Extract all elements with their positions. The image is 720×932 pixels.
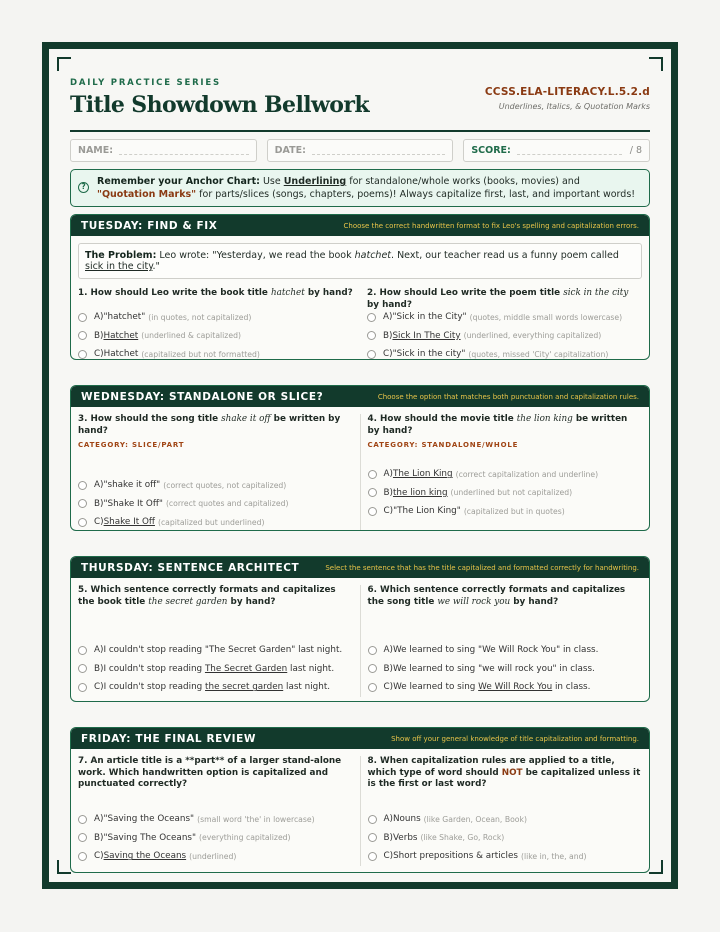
question-text <box>368 414 643 437</box>
option-title: the secret garden <box>205 682 284 693</box>
question-text <box>368 756 643 810</box>
option-text: "Sick in the City" <box>392 312 467 323</box>
option-letter: C) <box>383 851 394 862</box>
option-letter: C) <box>94 851 104 862</box>
option-text: We learned to sing <box>393 682 476 693</box>
radio-button[interactable] <box>368 488 377 497</box>
radio-button[interactable] <box>78 646 87 655</box>
option-c[interactable] <box>78 513 353 531</box>
section-instruction: Show off your general knowledge of title capitalization and formatting. <box>391 734 639 743</box>
option-text: "Sick in the city" <box>392 349 466 360</box>
option-c[interactable] <box>368 502 643 521</box>
section-title: THURSDAY: SENTENCE ARCHITECT <box>81 561 300 574</box>
score-label: SCORE: <box>471 145 511 156</box>
problem-text: ." <box>152 261 160 272</box>
option-note: (like Garden, Ocean, Book) <box>423 814 527 824</box>
option-letter: B) <box>383 487 393 498</box>
radio-button[interactable] <box>78 518 87 527</box>
radio-button[interactable] <box>367 331 376 340</box>
category-label: CATEGORY: STANDALONE/WHOLE <box>367 441 519 449</box>
q-title: sick in the city <box>563 288 629 298</box>
radio-button[interactable] <box>78 350 87 359</box>
question-4 <box>360 414 650 531</box>
option-note: (correct quotes, not capitalized) <box>163 480 287 490</box>
date-line <box>312 146 445 155</box>
question-6 <box>360 585 650 697</box>
question-text <box>78 585 353 641</box>
anchor-text: for standalone/whole works (books, movies) and <box>346 176 580 187</box>
option-text: We learned to sing <box>392 663 476 674</box>
problem-text: . Next, our teacher read us a funny poem called <box>391 250 619 261</box>
corner-mark <box>649 860 663 874</box>
option-text: last night. <box>298 645 343 656</box>
option-note: (capitalized but in quotes) <box>463 506 565 516</box>
option-title: We Will Rock You <box>478 682 553 693</box>
option-text: "Saving the Oceans" <box>103 814 195 825</box>
option-letter: B) <box>383 663 393 674</box>
option-note: (capitalized but underlined) <box>157 517 265 527</box>
radio-button[interactable] <box>78 683 87 692</box>
worksheet-frame <box>42 42 678 889</box>
option-text: last night. <box>286 682 331 693</box>
option-b[interactable] <box>368 484 643 503</box>
q-post: by hand? <box>510 596 559 607</box>
option-note: (like Shake, Go, Rock) <box>420 833 505 843</box>
option-text: in class. <box>562 645 599 656</box>
radio-button[interactable] <box>78 481 87 490</box>
option-text: Saving the Oceans <box>103 851 187 862</box>
option-text: in class. <box>554 682 591 693</box>
radio-button[interactable] <box>368 470 377 479</box>
option-letter: B) <box>94 832 104 843</box>
option-letter: C) <box>383 506 394 517</box>
q-pre: 8. When capitalization rules are applied to a title, which type of word should <box>367 756 615 778</box>
standard-subtitle: Underlines, Italics, & Quotation Marks <box>498 102 650 111</box>
option-c[interactable] <box>78 345 353 360</box>
option-c[interactable] <box>367 345 642 360</box>
radio-button[interactable] <box>368 852 377 861</box>
q-title: the lion king <box>516 414 573 424</box>
option-text: Shake It Off <box>103 517 155 528</box>
q-post: by hand? <box>367 299 412 310</box>
student-fields <box>70 139 650 162</box>
q-post: be written by hand? <box>367 414 628 436</box>
option-letter: A) <box>94 645 104 656</box>
question-text <box>368 585 643 641</box>
section-friday <box>70 727 650 873</box>
anchor-lead: Remember your Anchor Chart: <box>97 176 260 187</box>
q-pre: 4. How should the movie title <box>367 414 517 424</box>
option-note: (correct capitalization and underline) <box>455 469 599 479</box>
question-5 <box>71 585 360 697</box>
q-pre: 2. How should Leo write the poem title <box>367 288 564 298</box>
problem-text: Leo wrote: "Yesterday, we read the book <box>156 250 355 261</box>
radio-button[interactable] <box>78 331 87 340</box>
section-thursday <box>70 556 650 702</box>
option-text: The Lion King <box>392 469 453 480</box>
q-title: the secret garden <box>148 596 228 607</box>
option-text: "Saving The Oceans" <box>103 832 197 843</box>
option-text: Hatchet <box>103 330 139 341</box>
option-letter: B) <box>94 330 104 341</box>
option-text: We learned to sing <box>392 645 476 656</box>
option-letter: A) <box>383 312 393 323</box>
option-letter: A) <box>94 814 104 825</box>
name-field[interactable] <box>70 139 257 162</box>
option-c[interactable] <box>368 678 643 697</box>
radio-button[interactable] <box>78 664 87 673</box>
option-a[interactable] <box>78 308 353 327</box>
option-letter: C) <box>383 682 394 693</box>
section-header <box>71 557 649 578</box>
q-pre: 1. How should Leo write the book title <box>78 288 271 298</box>
anchor-text: Use <box>259 176 284 187</box>
date-field[interactable] <box>267 139 454 162</box>
option-letter: A) <box>383 469 393 480</box>
corner-mark <box>57 860 71 874</box>
question-text: 7. An article title is a **part** of a larger stand-alone work. Which handwritten option is capitalized and punctuated correctly? <box>78 756 342 789</box>
option-letter: A) <box>94 312 104 323</box>
option-letter: B) <box>94 498 104 509</box>
option-b[interactable] <box>78 495 353 514</box>
question-3 <box>71 414 360 531</box>
q-post: by hand? <box>304 288 353 298</box>
q-title: shake it off <box>221 414 271 424</box>
option-text: in class. <box>559 663 595 674</box>
option-text: "The Lion King" <box>393 506 461 517</box>
anchor-underlining: Underlining <box>283 176 347 187</box>
question-text <box>78 414 353 437</box>
option-letter: A) <box>94 480 104 491</box>
radio-button[interactable] <box>367 350 376 359</box>
section-title: TUESDAY: FIND & FIX <box>81 219 218 232</box>
option-text: Short prepositions & articles <box>393 851 518 862</box>
option-b[interactable] <box>78 327 353 346</box>
radio-button[interactable] <box>368 683 377 692</box>
radio-button[interactable] <box>368 664 377 673</box>
radio-button[interactable] <box>78 499 87 508</box>
option-a[interactable] <box>368 810 643 829</box>
q-pre: 3. How should the song title <box>78 414 222 424</box>
radio-button[interactable] <box>368 646 377 655</box>
section-header <box>71 215 649 236</box>
option-letter: C) <box>94 682 104 693</box>
option-a[interactable] <box>78 641 353 660</box>
score-total: / 8 <box>629 145 643 156</box>
name-label: NAME: <box>78 145 114 156</box>
option-note: (underlined) <box>189 851 237 861</box>
q-title: hatchet <box>270 288 305 298</box>
option-text: I couldn't stop reading <box>103 645 203 656</box>
score-field[interactable] <box>463 139 650 162</box>
section-title: WEDNESDAY: STANDALONE OR SLICE? <box>81 390 324 403</box>
question-text <box>78 288 353 308</box>
radio-button[interactable] <box>368 507 377 516</box>
corner-mark <box>57 57 71 71</box>
problem-book: hatchet <box>354 250 392 261</box>
option-c[interactable] <box>368 847 643 866</box>
option-text: Sick In The City <box>392 330 461 341</box>
section-instruction: Select the sentence that has the title capitalized and formatted correctly for handwriting. <box>325 563 639 572</box>
q-post: be written by hand? <box>78 414 341 436</box>
radio-button[interactable] <box>78 833 87 842</box>
radio-button[interactable] <box>78 313 87 322</box>
score-line <box>517 146 622 155</box>
standard-code: CCSS.ELA-LITERACY.L.5.2.d <box>484 86 650 98</box>
option-b[interactable] <box>368 660 643 679</box>
option-text: the lion king <box>392 487 448 498</box>
date-label: DATE: <box>274 145 306 156</box>
option-title: "we will rock you" <box>478 663 557 674</box>
question-text <box>367 288 642 308</box>
option-letter: A) <box>383 814 393 825</box>
option-note: (underlined, everything capitalized) <box>463 331 602 341</box>
option-b[interactable] <box>367 327 642 346</box>
option-note: (quotes, middle small words lowercase) <box>469 312 623 322</box>
corner-mark <box>649 57 663 71</box>
option-a[interactable] <box>368 465 643 484</box>
radio-button[interactable] <box>78 815 87 824</box>
question-2 <box>360 288 649 360</box>
option-text: "Shake It Off" <box>103 498 163 509</box>
section-header <box>71 728 649 749</box>
option-b[interactable] <box>78 829 353 848</box>
category-label: CATEGORY: SLICE/PART <box>78 441 185 449</box>
option-text: "hatchet" <box>103 312 146 323</box>
option-note: (everything capitalized) <box>199 833 291 843</box>
option-letter: C) <box>383 349 393 360</box>
q-post: by hand? <box>227 596 276 607</box>
anchor-chart-reminder <box>70 169 650 207</box>
option-a[interactable] <box>78 476 353 495</box>
option-note: (small word 'the' in lowercase) <box>197 814 315 824</box>
option-text: I couldn't stop reading <box>103 682 203 693</box>
option-c[interactable] <box>78 678 353 697</box>
option-text: Nouns <box>392 814 421 825</box>
question-8 <box>360 756 650 866</box>
section-header <box>71 386 649 407</box>
option-text: Hatchet <box>103 349 139 360</box>
question-icon: ? <box>78 182 89 193</box>
q-pre: 6. Which sentence correctly formats and capitalizes the song title <box>367 585 626 607</box>
option-title: "The Secret Garden" <box>204 645 296 656</box>
option-b[interactable] <box>78 660 353 679</box>
radio-button[interactable] <box>368 833 377 842</box>
option-letter: B) <box>383 832 393 843</box>
option-note: (underlined & capitalized) <box>141 331 241 341</box>
q-post: be capitalized unless it is the first or last word? <box>367 767 641 789</box>
problem-label: The Problem: <box>85 250 157 261</box>
q-title: we will rock you <box>437 596 511 607</box>
q-emphasis: NOT <box>501 767 523 778</box>
option-text: last night. <box>290 663 335 674</box>
option-letter: C) <box>94 349 104 360</box>
section-wednesday <box>70 385 650 531</box>
option-letter: C) <box>94 517 104 528</box>
anchor-text: for parts/slices (songs, chapters, poems)! Always capitalize first, last, and important words! <box>196 189 636 200</box>
option-note: (underlined but not capitalized) <box>450 488 573 498</box>
question-7 <box>71 756 360 866</box>
option-letter: A) <box>383 645 393 656</box>
radio-button[interactable] <box>367 313 376 322</box>
anchor-quotes: "Quotation Marks" <box>97 189 197 200</box>
option-title: The Secret Garden <box>204 663 288 674</box>
option-text: I couldn't stop reading <box>103 663 203 674</box>
option-text: Verbs <box>392 832 418 843</box>
option-note: (correct quotes and capitalized) <box>165 499 289 509</box>
option-note: (quotes, missed 'City' capitalization) <box>468 349 609 359</box>
problem-poem: sick in the city <box>85 261 153 272</box>
option-title: "We Will Rock You" <box>478 645 561 656</box>
question-1 <box>71 288 360 360</box>
name-line <box>119 146 249 155</box>
option-note: (capitalized but not formatted) <box>141 349 260 359</box>
option-a[interactable] <box>368 641 643 660</box>
option-text: "shake it off" <box>103 480 161 491</box>
option-letter: B) <box>94 663 104 674</box>
option-c[interactable] <box>78 847 353 866</box>
section-tuesday <box>70 214 650 360</box>
option-letter: B) <box>383 330 393 341</box>
worksheet-header <box>70 78 650 132</box>
option-note: (in quotes, not capitalized) <box>148 312 252 322</box>
page-title: Title Showdown Bellwork <box>70 92 370 118</box>
series-label: DAILY PRACTICE SERIES <box>70 78 221 88</box>
section-title: FRIDAY: THE FINAL REVIEW <box>81 732 257 745</box>
section-instruction: Choose the option that matches both punctuation and capitalization rules. <box>377 392 639 401</box>
radio-button[interactable] <box>78 852 87 861</box>
problem-box <box>78 243 642 279</box>
radio-button[interactable] <box>368 815 377 824</box>
section-instruction: Choose the correct handwritten format to fix Leo's spelling and capitalization errors. <box>343 221 639 230</box>
option-b[interactable] <box>368 829 643 848</box>
standard-block <box>485 86 650 111</box>
q-pre: 5. Which sentence correctly formats and capitalizes the book title <box>78 585 336 607</box>
option-note: (like in, the, and) <box>520 851 587 861</box>
option-a[interactable] <box>78 810 353 829</box>
